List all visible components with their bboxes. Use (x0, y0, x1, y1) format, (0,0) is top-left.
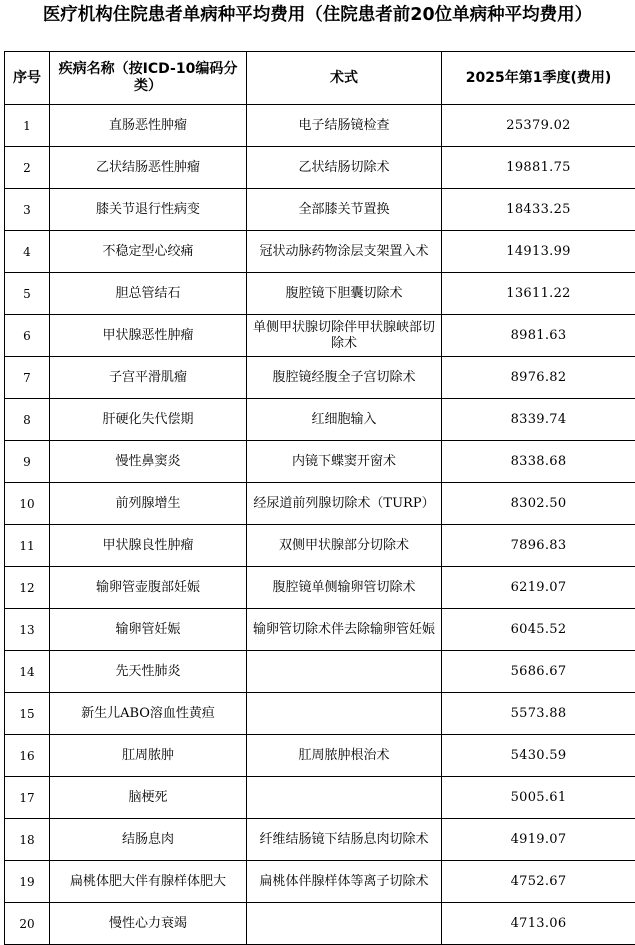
row-index: 15 (5, 693, 50, 735)
row-index: 20 (5, 903, 50, 945)
row-cost: 25379.02 (442, 105, 635, 147)
row-index: 16 (5, 735, 50, 777)
row-disease: 前列腺增生 (50, 483, 247, 525)
row-disease: 胆总管结石 (50, 273, 247, 315)
table-row (5, 189, 635, 231)
row-index: 2 (5, 147, 50, 189)
row-procedure (247, 651, 442, 693)
row-index: 6 (5, 315, 50, 357)
row-disease: 不稳定型心绞痛 (50, 231, 247, 273)
table-row (5, 231, 635, 273)
table-row (5, 357, 635, 399)
header-cost: 2025年第1季度(费用) (442, 52, 635, 105)
row-procedure: 腹腔镜单侧输卵管切除术 (247, 567, 442, 609)
table-row (5, 315, 635, 357)
row-disease: 扁桃体肥大伴有腺样体肥大 (50, 861, 247, 903)
row-cost: 18433.25 (442, 189, 635, 231)
row-cost: 14913.99 (442, 231, 635, 273)
row-procedure (247, 903, 442, 945)
row-cost: 8976.82 (442, 357, 635, 399)
row-procedure (247, 777, 442, 819)
table-row (5, 903, 635, 945)
row-disease: 直肠恶性肿瘤 (50, 105, 247, 147)
row-procedure: 肛周脓肿根治术 (247, 735, 442, 777)
row-cost: 8338.68 (442, 441, 635, 483)
row-index: 8 (5, 399, 50, 441)
row-procedure: 红细胞输入 (247, 399, 442, 441)
row-disease: 乙状结肠恶性肿瘤 (50, 147, 247, 189)
table-row (5, 861, 635, 903)
row-cost: 4919.07 (442, 819, 635, 861)
row-cost: 5430.59 (442, 735, 635, 777)
row-disease: 膝关节退行性病变 (50, 189, 247, 231)
table-row (5, 693, 635, 735)
row-procedure: 内镜下蝶窦开窗术 (247, 441, 442, 483)
header-index: 序号 (5, 52, 50, 105)
cost-table (4, 51, 635, 945)
row-disease: 结肠息肉 (50, 819, 247, 861)
row-cost: 6045.52 (442, 609, 635, 651)
table-row (5, 147, 635, 189)
row-disease: 甲状腺恶性肿瘤 (50, 315, 247, 357)
row-disease: 脑梗死 (50, 777, 247, 819)
row-index: 12 (5, 567, 50, 609)
row-procedure: 扁桃体伴腺样体等离子切除术 (247, 861, 442, 903)
row-index: 9 (5, 441, 50, 483)
row-disease: 慢性鼻窦炎 (50, 441, 247, 483)
row-index: 7 (5, 357, 50, 399)
row-cost: 7896.83 (442, 525, 635, 567)
table-row (5, 273, 635, 315)
row-procedure: 乙状结肠切除术 (247, 147, 442, 189)
row-disease: 甲状腺良性肿瘤 (50, 525, 247, 567)
row-cost: 8981.63 (442, 315, 635, 357)
row-index: 3 (5, 189, 50, 231)
table-row (5, 441, 635, 483)
row-procedure: 腹腔镜经腹全子宫切除术 (247, 357, 442, 399)
row-cost: 5005.61 (442, 777, 635, 819)
row-procedure: 单侧甲状腺切除伴甲状腺峡部切除术 (247, 315, 442, 357)
row-index: 19 (5, 861, 50, 903)
row-procedure: 纤维结肠镜下结肠息肉切除术 (247, 819, 442, 861)
row-disease: 新生儿ABO溶血性黄疸 (50, 693, 247, 735)
row-index: 1 (5, 105, 50, 147)
row-cost: 8302.50 (442, 483, 635, 525)
row-cost: 5573.88 (442, 693, 635, 735)
table-row (5, 651, 635, 693)
row-disease: 慢性心力衰竭 (50, 903, 247, 945)
row-index: 13 (5, 609, 50, 651)
table-row (5, 525, 635, 567)
table-row (5, 567, 635, 609)
row-disease: 输卵管妊娠 (50, 609, 247, 651)
row-cost: 13611.22 (442, 273, 635, 315)
table-row (5, 609, 635, 651)
row-procedure: 全部膝关节置换 (247, 189, 442, 231)
row-procedure: 冠状动脉药物涂层支架置入术 (247, 231, 442, 273)
row-index: 10 (5, 483, 50, 525)
row-index: 5 (5, 273, 50, 315)
header-procedure: 术式 (247, 52, 442, 105)
table-row (5, 735, 635, 777)
row-index: 11 (5, 525, 50, 567)
table-row (5, 399, 635, 441)
row-procedure: 双侧甲状腺部分切除术 (247, 525, 442, 567)
row-cost: 6219.07 (442, 567, 635, 609)
row-index: 14 (5, 651, 50, 693)
table-row (5, 105, 635, 147)
table-row (5, 483, 635, 525)
row-procedure (247, 693, 442, 735)
row-cost: 19881.75 (442, 147, 635, 189)
header-disease: 疾病名称（按ICD-10编码分类） (50, 52, 247, 105)
row-cost: 5686.67 (442, 651, 635, 693)
page-title: 医疗机构住院患者单病种平均费用（住院患者前20位单病种平均费用） (42, 5, 593, 25)
row-index: 18 (5, 819, 50, 861)
row-disease: 输卵管壶腹部妊娠 (50, 567, 247, 609)
row-procedure: 经尿道前列腺切除术（TURP） (247, 483, 442, 525)
row-disease: 肛周脓肿 (50, 735, 247, 777)
row-cost: 4713.06 (442, 903, 635, 945)
row-disease: 先天性肺炎 (50, 651, 247, 693)
row-cost: 8339.74 (442, 399, 635, 441)
row-disease: 肝硬化失代偿期 (50, 399, 247, 441)
table-header-row (5, 52, 635, 105)
row-cost: 4752.67 (442, 861, 635, 903)
table-row (5, 819, 635, 861)
row-index: 17 (5, 777, 50, 819)
row-disease: 子宫平滑肌瘤 (50, 357, 247, 399)
table-row (5, 777, 635, 819)
row-procedure: 输卵管切除术伴去除输卵管妊娠 (247, 609, 442, 651)
row-procedure: 电子结肠镜检查 (247, 105, 442, 147)
row-procedure: 腹腔镜下胆囊切除术 (247, 273, 442, 315)
row-index: 4 (5, 231, 50, 273)
